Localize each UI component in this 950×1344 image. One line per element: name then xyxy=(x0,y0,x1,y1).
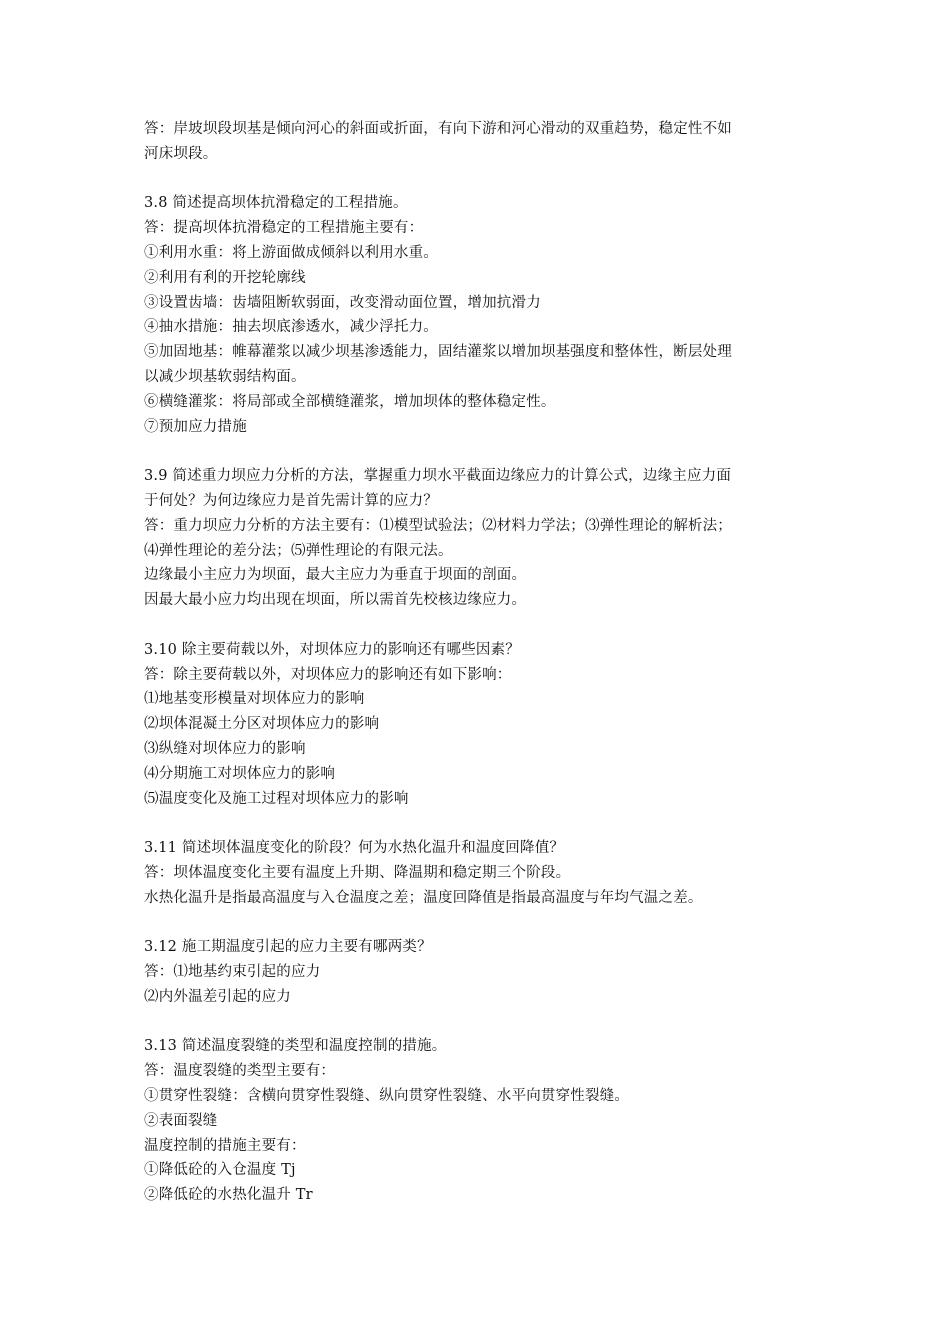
paragraph-gap xyxy=(144,439,810,464)
text-line: 3.9 简述重力坝应力分析的方法，掌握重力坝水平截面边缘应力的计算公式，边缘主应力面 xyxy=(144,468,732,485)
paragraph-gap xyxy=(144,811,810,836)
text-line: ①利用水重：将上游面做成倾斜以利用水重。 xyxy=(144,244,438,261)
text-line: 温度控制的措施主要有： xyxy=(144,1137,306,1154)
text-line: ⑸温度变化及施工过程对坝体应力的影响 xyxy=(144,790,409,807)
qa-block xyxy=(144,1034,810,1208)
text-line: ②降低砼的水热化温升 Tr xyxy=(144,1187,313,1204)
text-line: ①贯穿性裂缝：含横向贯穿性裂缝、纵向贯穿性裂缝、水平向贯穿性裂缝。 xyxy=(144,1088,630,1105)
text-line: 3.10 除主要荷载以外，对坝体应力的影响还有哪些因素？ xyxy=(144,641,520,658)
text-line: ②表面裂缝 xyxy=(144,1112,218,1129)
paragraph-gap xyxy=(144,1010,810,1035)
text-line: 答：坝体温度变化主要有温度上升期、降温期和稳定期三个阶段。 xyxy=(144,864,571,881)
text-line: ⑷分期施工对坝体应力的影响 xyxy=(144,765,336,782)
paragraph-gap xyxy=(144,167,810,192)
text-line: ②利用有利的开挖轮廓线 xyxy=(144,269,306,286)
text-line: 边缘最小主应力为坝面，最大主应力为垂直于坝面的剖面。 xyxy=(144,567,527,584)
qa-block xyxy=(144,117,810,167)
text-line: ⑥横缝灌浆：将局部或全部横缝灌浆，增加坝体的整体稳定性。 xyxy=(144,393,556,410)
qa-block xyxy=(144,638,810,812)
text-line: 答：⑴地基约束引起的应力 xyxy=(144,964,321,981)
qa-block xyxy=(144,935,810,1009)
text-line: 答：岸坡坝段坝基是倾向河心的斜面或折面，有向下游和河心滑动的双重趋势，稳定性不如 xyxy=(144,121,732,137)
qa-block xyxy=(144,836,810,910)
text-line: 答：温度裂缝的类型主要有： xyxy=(144,1063,336,1080)
text-line: ④抽水措施：抽去坝底渗透水，减少浮托力。 xyxy=(144,319,438,336)
text-line: 答：重力坝应力分析的方法主要有：⑴模型试验法；⑵材料力学法；⑶弹性理论的解析法； xyxy=(144,517,732,534)
text-line: 以减少坝基软弱结构面。 xyxy=(144,368,306,385)
text-line: ③设置齿墙：齿墙阻断软弱面，改变滑动面位置，增加抗滑力 xyxy=(144,294,541,311)
text-line: 水热化温升是指最高温度与入仓温度之差；温度回降值是指最高温度与年均气温之差。 xyxy=(144,889,703,906)
text-line: 3.8 简述提高坝体抗滑稳定的工程措施。 xyxy=(144,195,408,212)
text-line: ⑶纵缝对坝体应力的影响 xyxy=(144,740,306,757)
text-line: ⑵内外温差引起的应力 xyxy=(144,988,291,1005)
text-line: 因最大最小应力均出现在坝面，所以需首先校核边缘应力。 xyxy=(144,592,527,609)
qa-block xyxy=(144,464,810,613)
text-line: 答：提高坝体抗滑稳定的工程措施主要有： xyxy=(144,220,424,237)
text-line: ⑴地基变形模量对坝体应力的影响 xyxy=(144,691,365,708)
text-line: ⑦预加应力措施 xyxy=(144,418,247,435)
document-page xyxy=(144,117,810,1208)
text-line: 3.11 简述坝体温度变化的阶段？何为水热化温升和温度回降值？ xyxy=(144,840,565,857)
text-line: ①降低砼的入仓温度 Tj xyxy=(144,1162,296,1179)
text-line: 3.13 简述温度裂缝的类型和温度控制的措施。 xyxy=(144,1038,447,1055)
text-line: 答：除主要荷载以外，对坝体应力的影响还有如下影响： xyxy=(144,666,512,683)
text-line: 3.12 施工期温度引起的应力主要有哪两类？ xyxy=(144,939,432,956)
text-line: 河床坝段。 xyxy=(144,145,218,162)
qa-block xyxy=(144,191,810,439)
text-line: ⑵坝体混凝土分区对坝体应力的影响 xyxy=(144,716,380,733)
paragraph-gap xyxy=(144,613,810,638)
text-line: ⑷弹性理论的差分法；⑸弹性理论的有限元法。 xyxy=(144,542,453,559)
text-line: 于何处？为何边缘应力是首先需计算的应力？ xyxy=(144,492,438,509)
text-line: ⑤加固地基：帷幕灌浆以减少坝基渗透能力，固结灌浆以增加坝基强度和整体性，断层处理 xyxy=(144,344,732,361)
paragraph-gap xyxy=(144,911,810,936)
